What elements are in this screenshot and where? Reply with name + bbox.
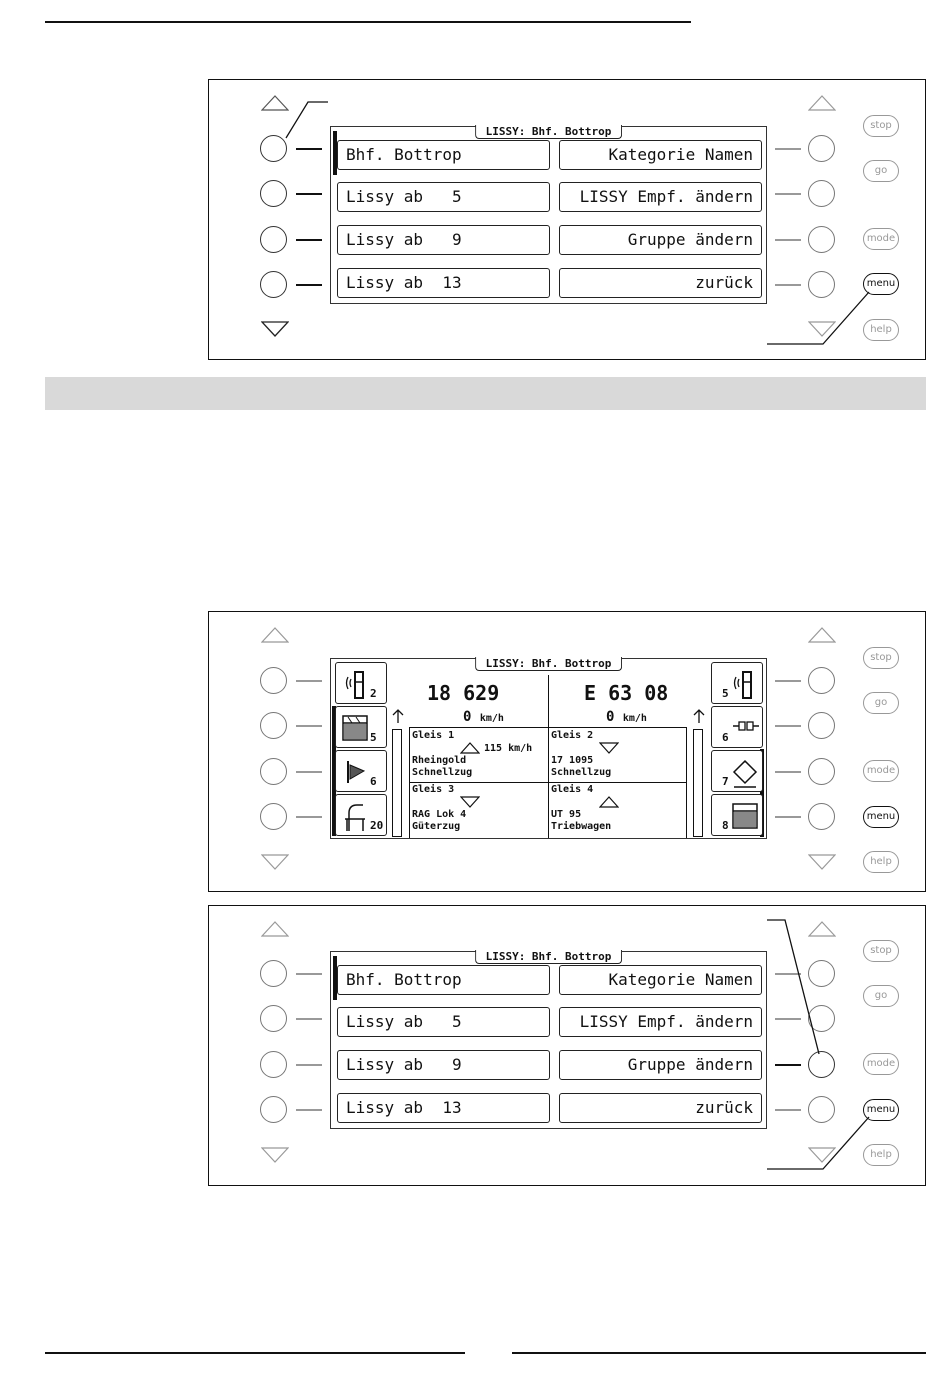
- connector-line: [296, 284, 322, 286]
- direction-up-icon: [599, 796, 619, 808]
- connector-line: [775, 1064, 801, 1066]
- train-name: 17 1095: [551, 755, 594, 766]
- loco-slot-right-4[interactable]: [711, 794, 763, 836]
- connector-line: [775, 680, 801, 682]
- lcd-screen: [330, 126, 767, 304]
- soft-key-left-3[interactable]: [260, 758, 287, 785]
- connector-line: [296, 816, 322, 818]
- train-category: Triebwagen: [551, 821, 612, 832]
- soft-key-left-1[interactable]: [260, 667, 287, 694]
- soft-key-left-1[interactable]: [260, 960, 287, 987]
- loco-slot-right-3[interactable]: [711, 750, 763, 792]
- soft-key-right-4[interactable]: [808, 803, 835, 830]
- loco-slot-left-3[interactable]: [335, 750, 387, 792]
- track-name: Gleis 3: [412, 784, 455, 795]
- menu-key[interactable]: menu: [863, 273, 899, 295]
- scroll-down-icon[interactable]: [261, 1147, 289, 1163]
- soft-key-right-1[interactable]: [808, 667, 835, 694]
- track-name: Gleis 1: [412, 730, 455, 741]
- speed-right: 0 km/h: [606, 709, 647, 725]
- menu-item-left-3[interactable]: Lissy ab 9: [337, 225, 550, 255]
- menu-key[interactable]: menu: [863, 806, 899, 828]
- train-name: Rheingold: [412, 755, 467, 766]
- track-cell-3[interactable]: [412, 784, 546, 836]
- section-band: [45, 377, 926, 410]
- slot-number: 7: [722, 775, 729, 788]
- menu-item-left-2[interactable]: Lissy ab 5: [337, 182, 550, 212]
- train-category: Schnellzug: [412, 767, 473, 778]
- track-name: Gleis 4: [551, 784, 594, 795]
- train-name: UT 95: [551, 809, 582, 820]
- rotate-icon: [732, 755, 758, 789]
- connector-line: [775, 148, 801, 150]
- turntable-icon: [732, 803, 758, 829]
- help-key[interactable]: help: [863, 319, 899, 341]
- scroll-down-icon[interactable]: [808, 854, 836, 870]
- go-key[interactable]: go: [863, 692, 899, 714]
- soft-key-left-4[interactable]: [260, 803, 287, 830]
- lcd-screen: [330, 658, 767, 839]
- menu-item-left-3[interactable]: Lissy ab 9: [337, 1050, 550, 1080]
- soft-key-left-2[interactable]: [260, 1005, 287, 1032]
- soft-key-left-4[interactable]: [260, 271, 287, 298]
- stop-key[interactable]: stop: [863, 647, 899, 669]
- connector-line: [296, 1018, 322, 1020]
- direction-down-icon: [460, 796, 480, 808]
- speed-bar-right: [693, 729, 703, 837]
- menu-item-left-4[interactable]: Lissy ab 13: [337, 268, 550, 298]
- menu-item-right-4[interactable]: zurück: [559, 268, 762, 298]
- scroll-down-icon[interactable]: [261, 854, 289, 870]
- slot-number: 6: [722, 731, 729, 744]
- connector-line: [775, 284, 801, 286]
- direction-up-icon: [391, 708, 405, 724]
- leader-line: [765, 918, 825, 1058]
- connector-line: [296, 148, 322, 150]
- screen-title: LISSY: Bhf. Bottrop: [475, 950, 623, 964]
- screen-title: LISSY: Bhf. Bottrop: [475, 125, 623, 139]
- connector-line: [775, 816, 801, 818]
- connector-line: [296, 1109, 322, 1111]
- leader-line: [280, 100, 332, 140]
- mode-key[interactable]: mode: [863, 760, 899, 782]
- crane-icon: [343, 801, 367, 833]
- menu-item-right-3[interactable]: Gruppe ändern: [559, 225, 762, 255]
- track-name: Gleis 2: [551, 730, 594, 741]
- direction-down-icon: [599, 742, 619, 754]
- train-category: Schnellzug: [551, 767, 612, 778]
- menu-item-left-1[interactable]: Bhf. Bottrop: [337, 140, 550, 170]
- menu-item-right-3[interactable]: Gruppe ändern: [559, 1050, 762, 1080]
- track-speed: 115 km/h: [484, 743, 533, 754]
- soft-key-right-3[interactable]: [808, 758, 835, 785]
- help-key[interactable]: help: [863, 851, 899, 873]
- loco-slot-left-4[interactable]: [335, 794, 387, 836]
- menu-item-left-2[interactable]: Lissy ab 5: [337, 1007, 550, 1037]
- help-key[interactable]: help: [863, 1144, 899, 1166]
- scroll-up-icon[interactable]: [261, 627, 289, 643]
- connector-line: [296, 1064, 322, 1066]
- connector-line: [296, 239, 322, 241]
- menu-item-left-4[interactable]: Lissy ab 13: [337, 1093, 550, 1123]
- menu-item-left-1[interactable]: Bhf. Bottrop: [337, 965, 550, 995]
- soft-key-left-3[interactable]: [260, 1051, 287, 1078]
- train-category: Güterzug: [412, 821, 461, 832]
- connector-line: [296, 771, 322, 773]
- connector-line: [296, 193, 322, 195]
- grid-line: [409, 782, 687, 783]
- menu-item-right-2[interactable]: LISSY Empf. ändern: [559, 182, 762, 212]
- soft-key-right-2[interactable]: [808, 180, 835, 207]
- soft-key-right-3[interactable]: [808, 226, 835, 253]
- soft-key-right-2[interactable]: [808, 712, 835, 739]
- go-key[interactable]: go: [863, 985, 899, 1007]
- menu-item-right-4[interactable]: zurück: [559, 1093, 762, 1123]
- train-name: RAG Lok 4: [412, 809, 467, 820]
- menu-item-right-1[interactable]: Kategorie Namen: [559, 965, 762, 995]
- menu-key[interactable]: menu: [863, 1099, 899, 1121]
- coupler-icon: [732, 719, 760, 733]
- connector-line: [775, 239, 801, 241]
- slot-number: 5: [722, 687, 729, 700]
- loco-slot-left-2[interactable]: [335, 706, 387, 748]
- mode-key[interactable]: mode: [863, 228, 899, 250]
- scroll-up-icon[interactable]: [808, 95, 836, 111]
- slot-number: 20: [370, 819, 384, 832]
- loco-slot-right-1[interactable]: [711, 662, 763, 704]
- scroll-up-icon[interactable]: [808, 627, 836, 643]
- slot-number: 5: [370, 731, 377, 744]
- speed-left: 0 km/h: [463, 709, 504, 725]
- loco-slot-right-2[interactable]: [711, 706, 763, 748]
- speed-bar-left: [392, 729, 402, 837]
- slot-number: 6: [370, 775, 377, 788]
- track-cell-4[interactable]: [551, 784, 685, 836]
- stop-key[interactable]: stop: [863, 115, 899, 137]
- direction-up-icon: [692, 708, 706, 724]
- lcd-screen: [330, 951, 767, 1129]
- center-divider: [548, 675, 549, 727]
- signal-icon: [732, 669, 758, 699]
- stop-key[interactable]: stop: [863, 940, 899, 962]
- track-cell-2[interactable]: [551, 730, 685, 780]
- go-key[interactable]: go: [863, 160, 899, 182]
- loco-slot-left-1[interactable]: [335, 662, 387, 704]
- connector-line: [296, 680, 322, 682]
- slot-number: 8: [722, 819, 729, 832]
- mode-key[interactable]: mode: [863, 1053, 899, 1075]
- horn-icon: [346, 759, 368, 785]
- turntable-icon: [342, 715, 368, 741]
- loco-number-right: E 63 08: [584, 681, 669, 705]
- leader-line: [765, 1115, 875, 1175]
- direction-up-icon: [460, 742, 480, 754]
- connector-line: [775, 725, 801, 727]
- slot-number: 2: [370, 687, 377, 700]
- scroll-down-icon[interactable]: [261, 321, 289, 337]
- header-rule: [45, 21, 691, 23]
- menu-item-right-1[interactable]: Kategorie Namen: [559, 140, 762, 170]
- soft-key-left-2[interactable]: [260, 180, 287, 207]
- leader-line: [765, 290, 875, 350]
- signal-icon: [344, 669, 370, 699]
- footer-rule-left: [45, 1352, 465, 1354]
- connector-line: [775, 771, 801, 773]
- connector-line: [296, 725, 322, 727]
- soft-key-right-1[interactable]: [808, 135, 835, 162]
- connector-line: [775, 193, 801, 195]
- loco-number-left: 18 629: [427, 681, 500, 705]
- screen-title: LISSY: Bhf. Bottrop: [475, 657, 623, 671]
- footer-rule-right: [512, 1352, 926, 1354]
- soft-key-left-4[interactable]: [260, 1096, 287, 1123]
- connector-line: [296, 973, 322, 975]
- track-cell-1[interactable]: [412, 730, 546, 780]
- soft-key-left-3[interactable]: [260, 226, 287, 253]
- menu-item-right-2[interactable]: LISSY Empf. ändern: [559, 1007, 762, 1037]
- scroll-up-icon[interactable]: [261, 921, 289, 937]
- connector-line: [775, 1109, 801, 1111]
- soft-key-left-2[interactable]: [260, 712, 287, 739]
